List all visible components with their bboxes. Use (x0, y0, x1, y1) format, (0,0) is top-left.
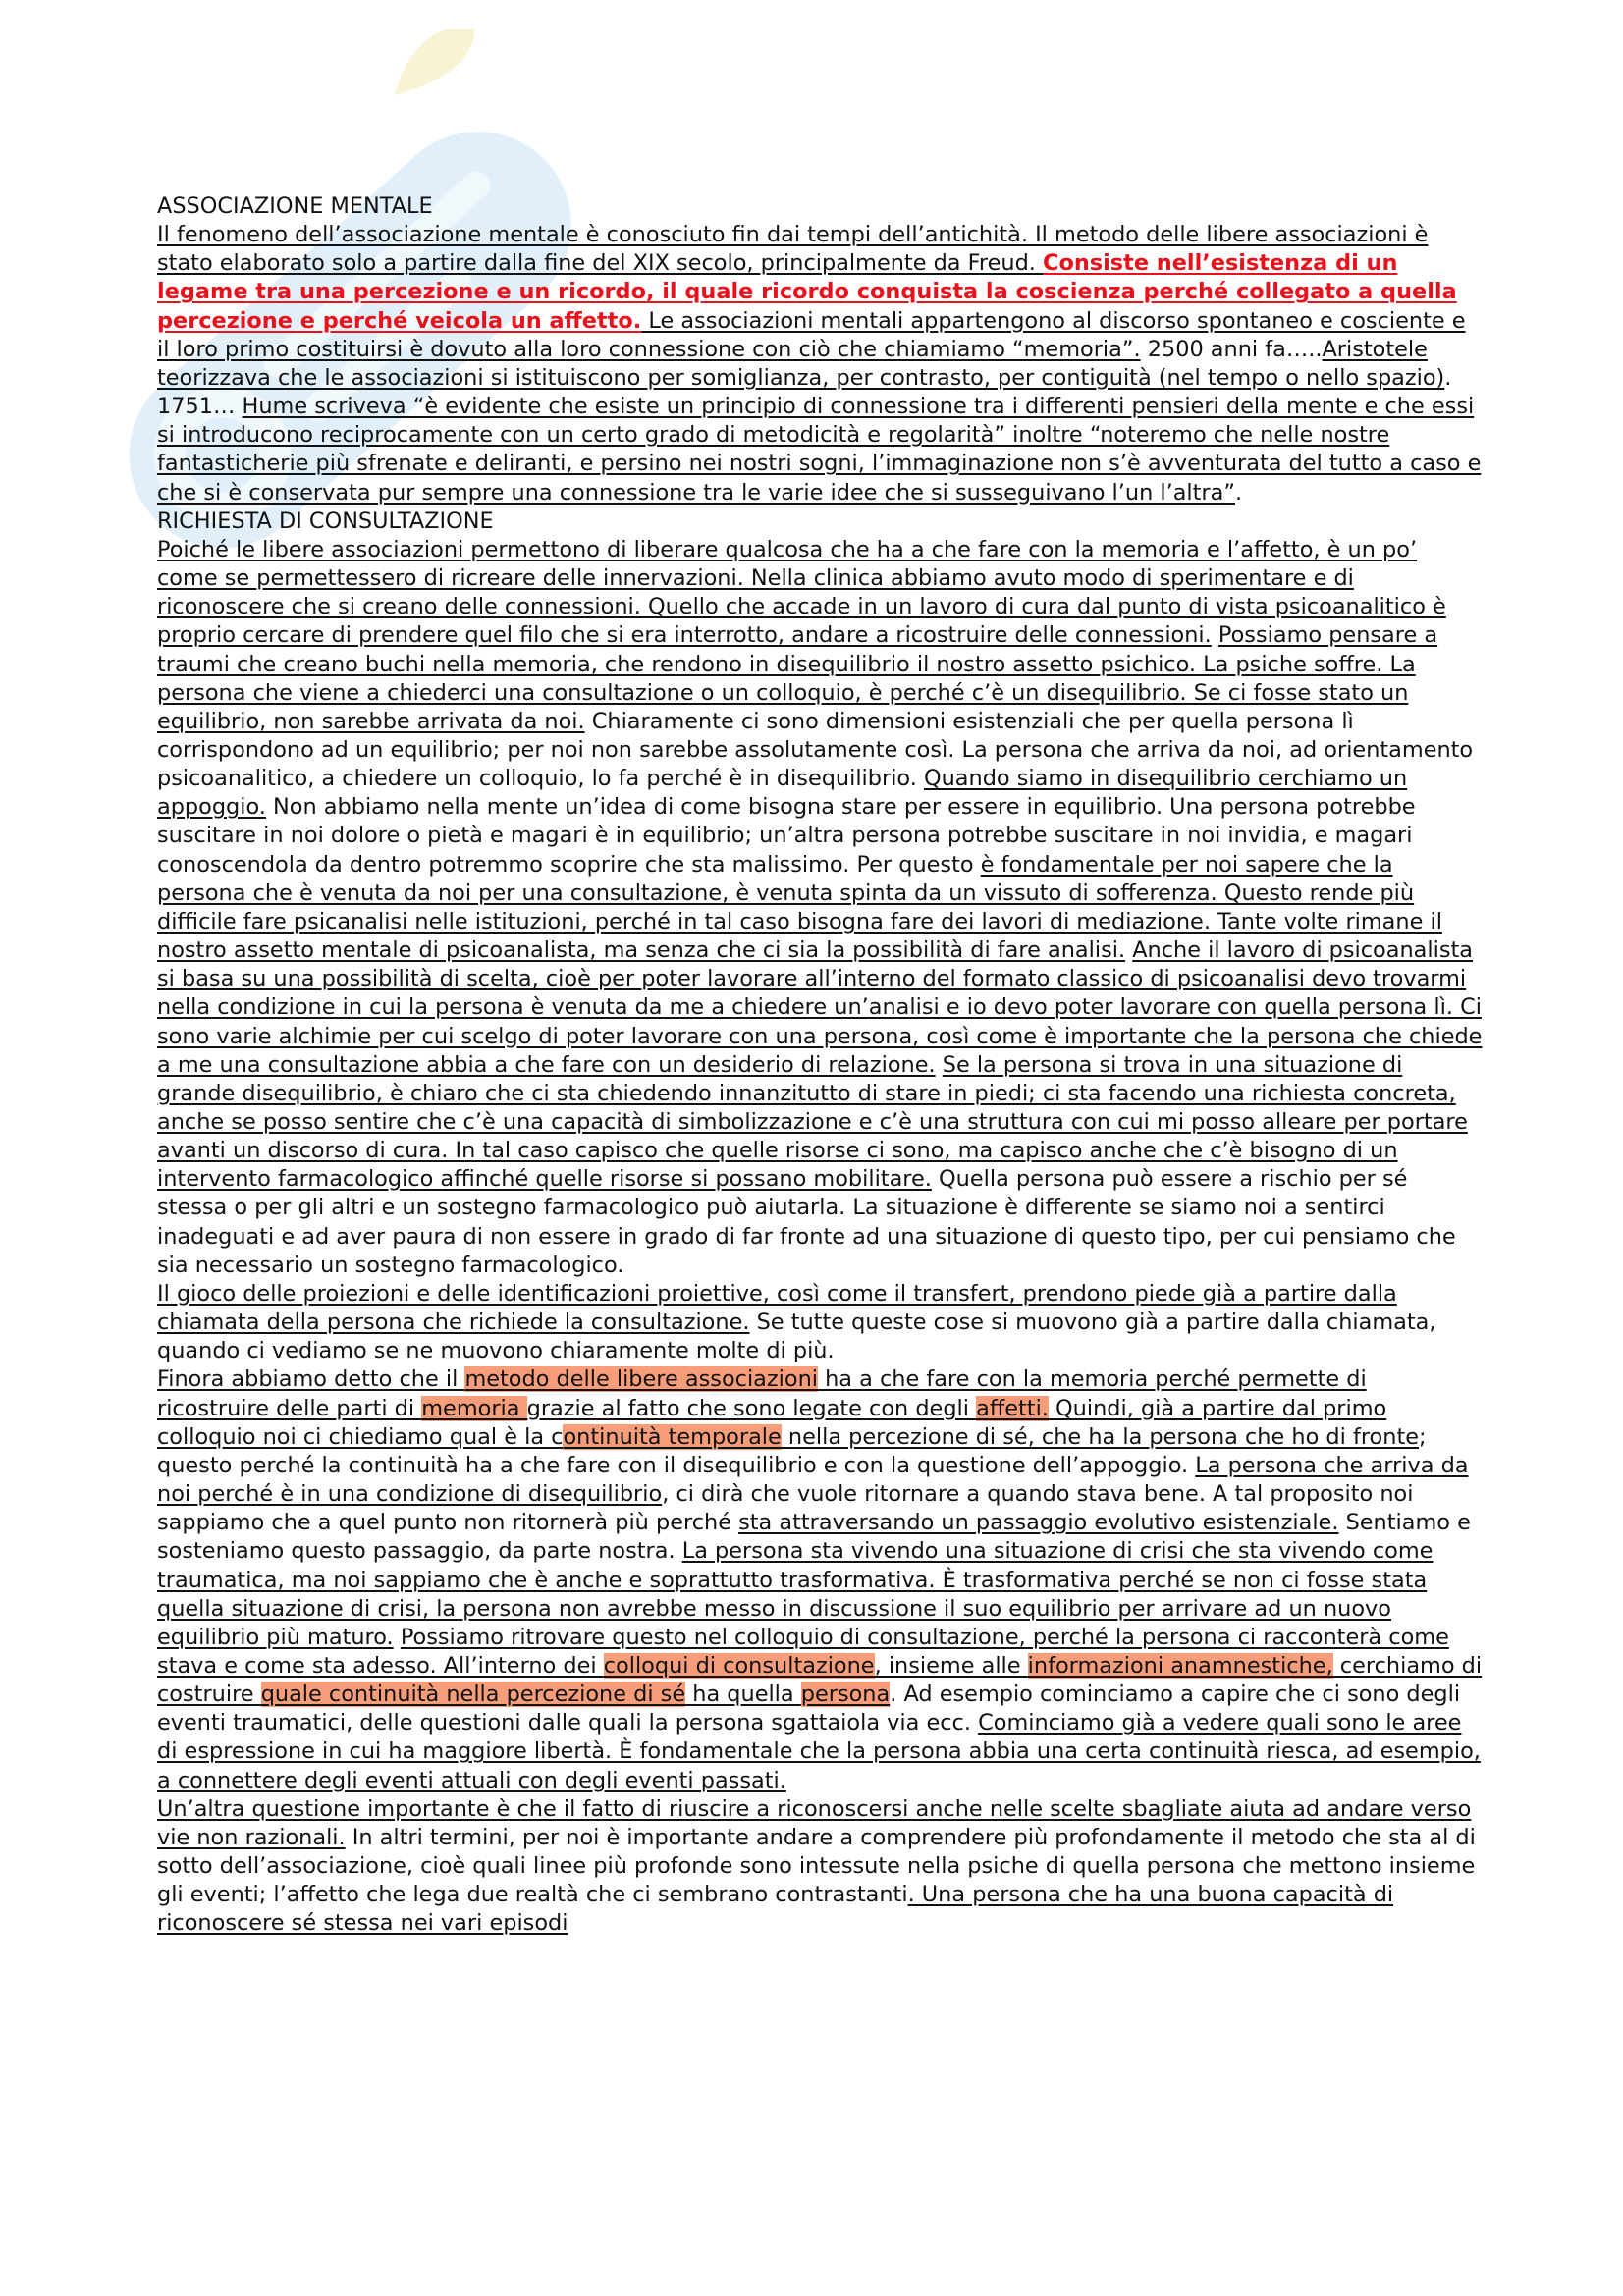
paragraph-consultazione: Poiché le libere associazioni permettono di liberare qualcosa che ha a che fare con la memoria e l’affetto, è un po’ come se permettessero di ricreare delle innervazioni. Nella clinica abbiamo avuto modo di sperimentare e di riconoscere che si creano delle connessioni. Quello che accade in un lavoro di cura dal punto di vista psicoanalitico è proprio cercare di prendere quel filo che si era interrotto, andare a ricostruire delle connessioni. Possiamo pensare a traumi che creano buchi nella memoria, che rendono in disequilibrio il nostro assetto psichico. La psiche soffre. La persona che viene a chiederci una consultazione o un colloquio, è perché c’è un disequilibrio. Se ci fosse stato un equilibrio, non sarebbe arrivata da noi. Chiaramente ci sono dimensioni esistenziali che per quella persona lì corrispondono ad un equilibrio; per noi non sarebbe assolutamente così. La persona che arriva da noi, ad orientamento psicoanalitico, a chiedere un colloquio, lo fa perché è in disequilibrio. Quando siamo in disequilibrio cerchiamo un appoggio. Non abbiamo nella mente un’idea di come bisogna stare per essere in equilibrio. Una persona potrebbe suscitare in noi dolore o pietà e magari è in equilibrio; un’altra persona potrebbe suscitare in noi invidia, e magari conoscendola da dentro potremmo scoprire che sta malissimo. Per questo è fondamentale per noi sapere che la persona che è venuta da noi per una consultazione, è venuta spinta da un vissuto di sofferenza. Questo rende più difficile fare psicanalisi nelle istituzioni, perché in tal caso bisogna fare dei lavori di mediazione. Tante volte rimane il nostro assetto mentale di psicoanalista, ma senza che ci sia la possibilità di fare analisi. Anche il lavoro di psicoanalista si basa su una possibilità di scelta, cioè per poter lavorare all’interno del formato classico di psicoanalisi devo trovarmi nella condizione in cui la persona è venuta da me a chiedere un’analisi e io devo poter lavorare con quella persona lì. Ci sono varie alchimie per cui scelgo di poter lavorare con una persona, così come è importante che la persona che chiede a me una consultazione abbia a che fare con un desiderio di relazione. Se la persona si trova in una situazione di grande disequilibrio, è chiaro che ci sta chiedendo innanzitutto di stare in piedi; ci sta facendo una richiesta concreta, anche se posso sentire che c’è una capacità di simbolizzazione e c’è una struttura con cui mi posso alleare per portare avanti un discorso di cura. In tal caso capisco che quelle risorse ci sono, ma capisco anche che c’è bisogno di un intervento farmacologico affinché quelle risorse si possano mobilitare. Quella persona può essere a rischio per sé stessa o per gli altri e un sostegno farmacologico può aiutarla. La situazione è differente se siamo noi a sentirci inadeguati e ad aver paura di non essere in grado di far fronte ad una situazione di questo tipo, per cui pensiamo che sia necessario un sostegno farmacologico. (157, 536, 1483, 1278)
paragraph-continuita: Finora abbiamo detto che il metodo delle libere associazioni ha a che fare con la memoria perché permette di ricostruire delle parti di memoria grazie al fatto che sono legate con degli affetti. Quindi, già a partire dal primo colloquio noi ci chiediamo qual è la continuità temporale nella percezione di sé, che ha la persona che ho di fronte; questo perché la continuità ha a che fare con il disequilibrio e con la questione dell’appoggio. La persona che arriva da noi perché è in una condizione di disequilibrio, ci dirà che vuole ritornare a quando stava bene. A tal proposito noi sappiamo che a quel punto non ritornerà più perché sta attraversando un passaggio evolutivo esistenziale. Sentiamo e sosteniamo questo passaggio, da parte nostra. La persona sta vivendo una situazione di crisi che sta vivendo come traumatica, ma noi sappiamo che è anche e soprattutto trasformativa. È trasformativa perché se non ci fosse stata quella situazione di crisi, la persona non avrebbe messo in discussione il suo equilibrio per arrivare ad un nuovo equilibrio più maturo. Possiamo ritrovare questo nel colloquio di consultazione, perché la persona ci racconterà come stava e come sta adesso. All’interno dei colloqui di consultazione, insieme alle informazioni anamnestiche, cerchiamo di costruire quale continuità nella percezione di sé ha quella persona. Ad esempio cominciamo a capire che ci sono degli eventi traumatici, delle questioni dalle quali la persona sgattaiola via ecc. Cominciamo già a vedere quali sono le aree di espressione in cui ha maggiore libertà. È fondamentale che la persona abbia una certa continuità riesca, ad esempio, a connettere degli eventi attuali con degli eventi passati. (157, 1366, 1483, 1793)
highlight-affetti: affetti. (976, 1395, 1049, 1421)
section-title-associazione: ASSOCIAZIONE MENTALE (157, 193, 433, 219)
highlight-persona: persona (800, 1682, 891, 1708)
highlight-continuita-temporale: ontinuità temporale (563, 1423, 782, 1450)
section-title-consultazione: RICHIESTA DI CONSULTAZIONE (157, 507, 494, 534)
highlight-percezione: quale continuità nella percezione di sé (260, 1682, 686, 1708)
document-body (157, 192, 1483, 1939)
paragraph-associazione: Il fenomeno dell’associazione mentale è conosciuto fin dai tempi dell’antichità. Il metodo delle libere associazioni è stato elaborato solo a partire dalla fine del XIX secolo, principalmente da Freud. Consiste nell’esistenza di un legame tra una percezione e un ricordo, il quale ricordo conquista la coscienza perché collegato a quella percezione e perché veicola un affetto. Le associazioni mentali appartengono al discorso spontaneo e cosciente e il loro primo costituirsi è dovuto alla loro connessione con ciò che chiamiamo “memoria”. 2500 anni fa…..Aristotele teorizzava che le associazioni si istituiscono per somiglianza, per contrasto, per contiguità (nel tempo o nello spazio). 1751… Hume scriveva “è evidente che esiste un principio di connessione tra i differenti pensieri della mente e che essi si introducono reciprocamente con un certo grado di metodicità e regolarità” inoltre “noteremo che nelle nostre fantasticherie più sfrenate e deliranti, e persino nei nostri sogni, l’immaginazione non s’è avventurata del tutto a caso e che si è conservata pur sempre una connessione tra le varie idee che si susseguivano l’un l’altra”. (157, 222, 1482, 506)
paragraph-proiezioni: Il gioco delle proiezioni e delle identificazioni proiettive, così come il transfert, prendono piede già a partire dalla chiamata della persona che richiede la consultazione. Se tutte queste cose si muovono già a partire dalla chiamata, quando ci vediamo se ne muovono chiaramente molte di più. (157, 1280, 1436, 1364)
highlight-colloqui: colloqui di consultazione (603, 1652, 875, 1679)
highlight-memoria: memoria (421, 1395, 527, 1421)
paragraph-scelte: Un’altra questione importante è che il fatto di riuscire a riconoscersi anche nelle scelte sbagliate aiuta ad andare verso vie non razionali. In altri termini, per noi è importante andare a comprendere più profondamente il metodo che sta al di sotto dell’associazione, cioè quali linee più profonde sono intessute nella psiche di quella persona che mettono insieme gli eventi; l’affetto che lega due realtà che ci sembrano contrastanti. Una persona che ha una buona capacità di riconoscere sé stessa nei vari episodi (157, 1795, 1476, 1937)
highlight-metodo: metodo delle libere associazioni (464, 1366, 818, 1393)
highlight-informazioni: informazioni anamnestiche, (1027, 1652, 1333, 1679)
